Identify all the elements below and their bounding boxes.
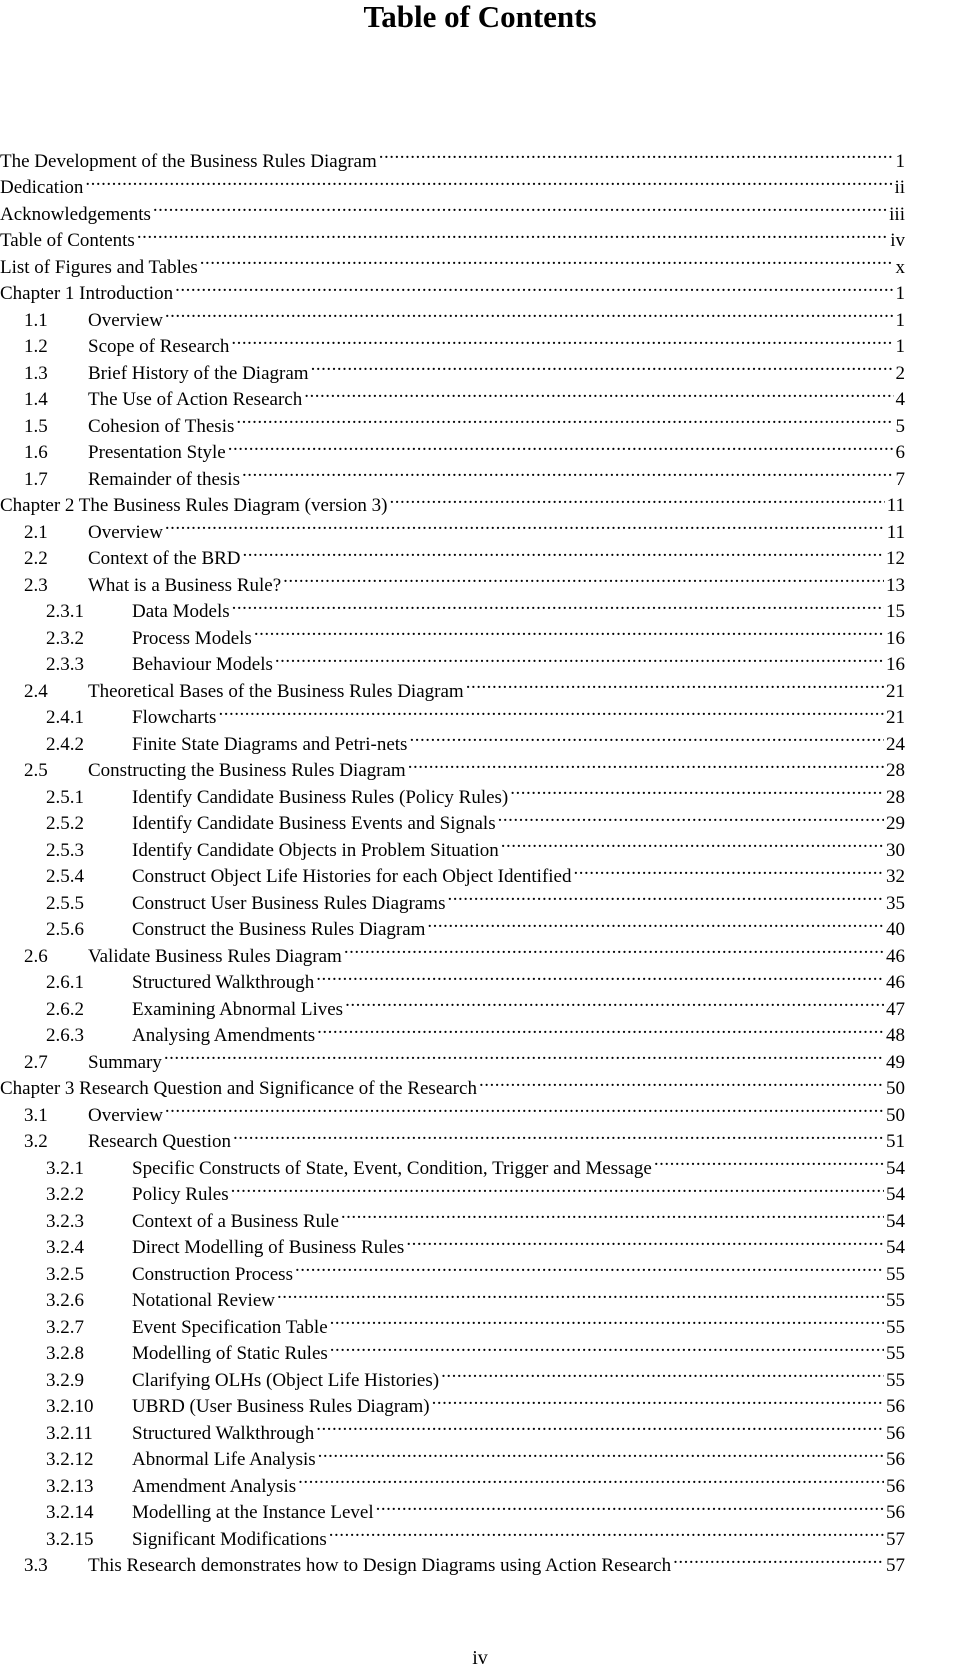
toc-entry[interactable] — [0, 273, 905, 304]
toc-entry-page: 11 — [886, 495, 905, 516]
toc-entry-page: 30 — [886, 839, 905, 861]
toc-entry[interactable] — [0, 776, 905, 808]
toc-entry-label: Abnormal Life Analysis — [132, 1449, 316, 1470]
toc-entry-label: UBRD (User Business Rules Diagram) — [132, 1396, 430, 1417]
toc-entry[interactable] — [0, 803, 905, 834]
toc-entry-number: 3.2.3 — [46, 1210, 84, 1232]
toc-entry-number: 3.2.7 — [46, 1316, 84, 1338]
toc-entry-number: 2.5.3 — [46, 839, 84, 861]
toc-entry-label: Presentation Style — [88, 442, 226, 463]
toc-entry[interactable] — [0, 1518, 905, 1550]
toc-entry-page: 55 — [886, 1290, 905, 1311]
dot-leader — [232, 591, 884, 618]
toc-entry-label: Identify Candidate Objects in Problem Situation — [132, 839, 499, 861]
dot-leader — [85, 167, 892, 194]
toc-entry-label: Specific Constructs of State, Event, Condition, Trigger and Message — [132, 1157, 652, 1179]
dot-leader — [311, 352, 894, 379]
toc-entry[interactable] — [0, 405, 905, 437]
toc-entry-page: 56 — [886, 1396, 905, 1417]
toc-entry-page: 35 — [886, 892, 905, 914]
dot-leader — [390, 485, 885, 512]
toc-entry-page: 1 — [895, 150, 905, 172]
toc-entry[interactable] — [0, 379, 905, 410]
toc-entry-page: 11 — [886, 521, 905, 543]
toc-entry-label: Theoretical Bases of the Business Rules Diagram — [88, 680, 464, 702]
toc-entry[interactable] — [0, 1174, 905, 1205]
toc-entry[interactable] — [0, 485, 905, 516]
toc-entry-label: Overview — [88, 1104, 163, 1126]
toc-entry-number: 2.3.2 — [46, 627, 84, 649]
toc-entry-page: 1 — [895, 336, 905, 357]
toc-entry-page: iv — [890, 230, 905, 251]
toc-entry-label: Finite State Diagrams and Petri-nets — [132, 733, 408, 755]
toc-entry-number: 1.1 — [24, 309, 48, 331]
dot-leader — [175, 273, 893, 300]
toc-entry-page: iii — [889, 203, 905, 225]
toc-entry-number: 2.6.1 — [46, 972, 84, 993]
dot-leader — [379, 140, 894, 167]
toc-entry-number: 3.2.12 — [46, 1449, 94, 1470]
toc-entry[interactable] — [0, 988, 905, 1020]
toc-entry[interactable] — [0, 962, 905, 993]
dot-leader — [298, 1465, 884, 1492]
dot-leader — [654, 1147, 884, 1174]
dot-leader — [317, 1015, 884, 1042]
toc-entry-number: 3.3 — [24, 1555, 48, 1576]
dot-leader — [330, 1306, 884, 1333]
dot-leader — [341, 1200, 884, 1227]
toc-entry-label: Brief History of the Diagram — [88, 362, 309, 384]
dot-leader — [231, 326, 893, 353]
dot-leader — [254, 617, 884, 644]
dot-leader — [304, 379, 893, 406]
toc-entry[interactable] — [0, 1412, 905, 1444]
toc-list — [0, 140, 960, 1576]
dot-leader — [406, 1227, 884, 1254]
toc-entry-label: Context of a Business Rule — [132, 1210, 339, 1232]
toc-entry-label: Chapter 1 Introduction — [0, 283, 174, 304]
dot-leader — [498, 803, 884, 830]
dot-leader — [409, 723, 884, 750]
toc-entry-label: Research Question — [88, 1131, 231, 1152]
toc-entry-number: 2.3 — [24, 574, 48, 596]
toc-entry-page: 1 — [895, 309, 905, 331]
toc-entry-page: 29 — [886, 813, 905, 834]
dot-leader — [165, 299, 894, 326]
toc-entry-page: 47 — [886, 998, 905, 1020]
toc-entry-label: Modelling of Static Rules — [132, 1343, 328, 1364]
dot-leader — [316, 1412, 884, 1439]
toc-entry[interactable] — [0, 697, 905, 728]
toc-entry-number: 1.4 — [24, 389, 48, 410]
toc-entry-page: 46 — [886, 972, 905, 993]
toc-entry[interactable] — [0, 1359, 905, 1391]
dot-leader — [432, 1386, 884, 1413]
toc-entry-label: Identify Candidate Business Rules (Policy Rules) — [132, 786, 509, 808]
toc-entry[interactable] — [0, 326, 905, 357]
toc-entry-page: 4 — [895, 389, 905, 410]
toc-entry-page: 54 — [886, 1237, 905, 1258]
toc-entry-label: Dedication — [0, 177, 84, 198]
toc-entry-page: 56 — [886, 1422, 905, 1444]
toc-entry[interactable] — [0, 1492, 905, 1523]
toc-entry-number: 1.7 — [24, 468, 48, 490]
dot-leader — [233, 1121, 884, 1148]
toc-entry-label: The Development of the Business Rules Diagram — [0, 150, 377, 172]
toc-entry-label: Analysing Amendments — [132, 1025, 316, 1046]
dot-leader — [153, 193, 887, 220]
toc-entry-page: 56 — [886, 1502, 905, 1523]
toc-entry[interactable] — [0, 1041, 905, 1073]
toc-entry-number: 1.3 — [24, 362, 48, 384]
toc-entry-label: Data Models — [132, 601, 230, 622]
dot-leader — [218, 697, 884, 724]
toc-entry-label: Notational Review — [132, 1290, 275, 1311]
toc-entry-page: 7 — [895, 468, 905, 490]
toc-entry[interactable] — [0, 1439, 905, 1470]
toc-entry-label: Examining Abnormal Lives — [132, 998, 344, 1020]
toc-entry-number: 2.6.2 — [46, 998, 84, 1020]
toc-entry-number: 2.6.3 — [46, 1025, 84, 1046]
toc-entry-page: 57 — [886, 1555, 905, 1576]
toc-entry-label: The Use of Action Research — [88, 389, 303, 410]
dot-leader — [574, 856, 885, 883]
toc-entry-page: 51 — [886, 1131, 905, 1152]
toc-entry-number: 3.2.4 — [46, 1237, 84, 1258]
toc-entry-page: 56 — [886, 1475, 905, 1497]
toc-entry-label: Validate Business Rules Diagram — [88, 945, 342, 967]
toc-entry-number: 3.2 — [24, 1131, 48, 1152]
dot-leader — [283, 564, 884, 591]
dot-leader — [275, 644, 884, 671]
page-number: iv — [472, 1647, 488, 1669]
dot-leader — [295, 1253, 884, 1280]
toc-entry[interactable] — [0, 1545, 905, 1576]
toc-entry-label: Table of Contents — [0, 230, 135, 251]
toc-entry-page: 50 — [886, 1078, 905, 1099]
toc-entry-page: 54 — [886, 1184, 905, 1205]
dot-leader — [345, 988, 884, 1015]
toc-entry-label: Process Models — [132, 627, 252, 649]
toc-entry[interactable] — [0, 246, 905, 278]
toc-entry-page: 1 — [895, 283, 905, 304]
toc-entry-number: 3.2.9 — [46, 1369, 84, 1391]
dot-leader — [376, 1492, 884, 1519]
toc-entry[interactable] — [0, 856, 905, 887]
toc-entry-label: Flowcharts — [132, 707, 217, 728]
toc-entry-number: 2.1 — [24, 521, 48, 543]
toc-entry[interactable] — [0, 829, 905, 861]
dot-leader — [479, 1068, 884, 1095]
toc-entry-number: 3.1 — [24, 1104, 48, 1126]
toc-entry-number: 3.2.6 — [46, 1290, 84, 1311]
toc-entry-label: Overview — [88, 521, 163, 543]
toc-entry-label: Overview — [88, 309, 163, 331]
toc-entry-number: 2.5 — [24, 760, 48, 781]
toc-entry-page: 24 — [886, 733, 905, 755]
toc-entry-number: 3.2.5 — [46, 1263, 84, 1285]
dot-leader — [277, 1280, 884, 1307]
toc-entry-number: 2.6 — [24, 945, 48, 967]
dot-leader — [164, 1041, 884, 1068]
toc-entry-label: Structured Walkthrough — [132, 1422, 315, 1444]
toc-entry-number: 2.5.5 — [46, 892, 84, 914]
toc-entry-label: Construct Object Life Histories for each Object Identified — [132, 866, 572, 887]
toc-entry[interactable] — [0, 458, 905, 490]
toc-entry[interactable] — [0, 670, 905, 702]
toc-entry[interactable] — [0, 352, 905, 384]
toc-entry[interactable] — [0, 1094, 905, 1126]
dot-leader — [344, 935, 884, 962]
toc-entry[interactable] — [0, 1121, 905, 1152]
toc-entry[interactable] — [0, 644, 905, 675]
toc-entry-label: Remainder of thesis — [88, 468, 240, 490]
toc-entry[interactable] — [0, 1306, 905, 1338]
toc-entry-label: Acknowledgements — [0, 203, 151, 225]
toc-entry[interactable] — [0, 299, 905, 331]
toc-entry-page: 13 — [886, 574, 905, 596]
toc-entry[interactable] — [0, 909, 905, 940]
dot-leader — [466, 670, 884, 697]
page-title: Table of Contents — [363, 0, 597, 34]
toc-entry[interactable] — [0, 1227, 905, 1258]
toc-entry-page: 5 — [895, 415, 905, 437]
toc-entry-page: 54 — [886, 1157, 905, 1179]
toc-entry-number: 1.6 — [24, 442, 48, 463]
dot-leader — [330, 1333, 884, 1360]
dot-leader — [228, 432, 894, 459]
toc-entry-page: 54 — [886, 1210, 905, 1232]
toc-entry[interactable] — [0, 882, 905, 914]
dot-leader — [318, 1439, 884, 1466]
toc-entry-page: 55 — [886, 1316, 905, 1338]
toc-entry-label: Chapter 2 The Business Rules Diagram (version 3) — [0, 495, 388, 516]
toc-entry[interactable] — [0, 538, 905, 569]
toc-entry[interactable] — [0, 723, 905, 755]
toc-entry-number: 2.4.1 — [46, 707, 84, 728]
toc-entry-label: Construct the Business Rules Diagram — [132, 919, 426, 940]
toc-entry-number: 3.2.14 — [46, 1502, 94, 1523]
toc-entry-number: 2.7 — [24, 1051, 48, 1073]
toc-entry-label: Scope of Research — [88, 336, 230, 357]
dot-leader — [673, 1545, 884, 1572]
toc-entry-label: Context of the BRD — [88, 548, 241, 569]
toc-entry-label: Amendment Analysis — [132, 1475, 297, 1497]
toc-entry-page: 6 — [895, 442, 905, 463]
dot-leader — [408, 750, 884, 777]
toc-entry-number: 2.5.2 — [46, 813, 84, 834]
toc-entry[interactable] — [0, 617, 905, 649]
toc-entry-label: Significant Modifications — [132, 1528, 327, 1550]
toc-entry[interactable] — [0, 1280, 905, 1311]
toc-entry-number: 2.5.1 — [46, 786, 84, 808]
toc-entry-page: 21 — [886, 707, 905, 728]
dot-leader — [427, 909, 884, 936]
toc-entry-page: 57 — [886, 1528, 905, 1550]
dot-leader — [231, 1174, 884, 1201]
toc-entry-number: 3.2.2 — [46, 1184, 84, 1205]
dot-leader — [329, 1518, 884, 1545]
toc-entry[interactable] — [0, 1015, 905, 1046]
toc-entry-label: Construct User Business Rules Diagrams — [132, 892, 446, 914]
toc-entry[interactable] — [0, 591, 905, 622]
toc-entry-number: 2.5.4 — [46, 866, 84, 887]
toc-entry[interactable] — [0, 432, 905, 463]
dot-leader — [510, 776, 884, 803]
toc-entry-page: 15 — [886, 601, 905, 622]
toc-entry-label: Policy Rules — [132, 1184, 229, 1205]
toc-entry-number: 2.3.1 — [46, 601, 84, 622]
toc-entry-label: Clarifying OLHs (Object Life Histories) — [132, 1369, 440, 1391]
toc-entry[interactable] — [0, 935, 905, 967]
toc-entry[interactable] — [0, 750, 905, 781]
toc-entry[interactable] — [0, 1200, 905, 1232]
dot-leader — [200, 246, 894, 273]
toc-entry-label: Modelling at the Instance Level — [132, 1502, 374, 1523]
toc-entry-page: 32 — [886, 866, 905, 887]
toc-entry-number: 2.3.3 — [46, 654, 84, 675]
toc-entry[interactable] — [0, 1068, 905, 1099]
toc-entry[interactable] — [0, 1465, 905, 1497]
toc-entry-label: Event Specification Table — [132, 1316, 328, 1338]
toc-entry-page: 16 — [886, 654, 905, 675]
toc-entry[interactable] — [0, 1333, 905, 1364]
toc-entry-page: 50 — [886, 1104, 905, 1126]
toc-entry-page: 49 — [886, 1051, 905, 1073]
toc-entry-label: Constructing the Business Rules Diagram — [88, 760, 406, 781]
toc-entry[interactable] — [0, 511, 905, 543]
toc-entry-page: ii — [894, 177, 905, 198]
toc-entry-number: 1.2 — [24, 336, 48, 357]
toc-entry-page: x — [895, 256, 905, 278]
dot-leader — [236, 405, 893, 432]
toc-entry-label: Chapter 3 Research Question and Significance of the Research — [0, 1078, 477, 1099]
dot-leader — [243, 538, 884, 565]
toc-entry-label: Cohesion of Thesis — [88, 415, 235, 437]
toc-entry[interactable] — [0, 193, 905, 225]
dot-leader — [501, 829, 884, 856]
toc-entry-label: What is a Business Rule? — [88, 574, 282, 596]
toc-entry-page: 55 — [886, 1263, 905, 1285]
toc-entry-label: Direct Modelling of Business Rules — [132, 1237, 405, 1258]
toc-entry-label: List of Figures and Tables — [0, 256, 198, 278]
toc-entry-page: 55 — [886, 1343, 905, 1364]
toc-entry-page: 40 — [886, 919, 905, 940]
dot-leader — [316, 962, 884, 989]
toc-entry-number: 3.2.10 — [46, 1396, 94, 1417]
dot-leader — [441, 1359, 884, 1386]
toc-entry[interactable] — [0, 167, 905, 198]
toc-entry-page: 12 — [886, 548, 905, 569]
toc-entry-label: Identify Candidate Business Events and Signals — [132, 813, 496, 834]
toc-entry-page: 55 — [886, 1369, 905, 1391]
toc-entry-page: 46 — [886, 945, 905, 967]
toc-entry[interactable] — [0, 1386, 905, 1417]
toc-entry-number: 1.5 — [24, 415, 48, 437]
toc-entry-page: 48 — [886, 1025, 905, 1046]
toc-entry[interactable] — [0, 1253, 905, 1285]
toc-entry-label: This Research demonstrates how to Design Diagrams using Action Research — [88, 1555, 672, 1576]
toc-entry-page: 28 — [886, 786, 905, 808]
toc-entry-page: 16 — [886, 627, 905, 649]
toc-entry-label: Behaviour Models — [132, 654, 273, 675]
toc-entry-label: Summary — [88, 1051, 162, 1073]
toc-entry-number: 3.2.13 — [46, 1475, 94, 1497]
toc-entry-page: 21 — [886, 680, 905, 702]
toc-entry-label: Structured Walkthrough — [132, 972, 315, 993]
toc-entry-page: 28 — [886, 760, 905, 781]
toc-entry[interactable] — [0, 1147, 905, 1179]
toc-entry-number: 2.2 — [24, 548, 48, 569]
toc-entry-number: 3.2.15 — [46, 1528, 94, 1550]
toc-entry-number: 3.2.1 — [46, 1157, 84, 1179]
toc-entry-page: 56 — [886, 1449, 905, 1470]
toc-entry[interactable] — [0, 220, 905, 251]
toc-entry-page: 2 — [895, 362, 905, 384]
dot-leader — [242, 458, 894, 485]
toc-entry-number: 2.4.2 — [46, 733, 84, 755]
toc-entry-number: 2.5.6 — [46, 919, 84, 940]
toc-entry-number: 3.2.8 — [46, 1343, 84, 1364]
toc-entry-number: 2.4 — [24, 680, 48, 702]
dot-leader — [137, 220, 888, 247]
toc-entry-label: Construction Process — [132, 1263, 293, 1285]
dot-leader — [447, 882, 884, 909]
toc-entry[interactable] — [0, 140, 905, 172]
dot-leader — [165, 511, 885, 538]
dot-leader — [165, 1094, 884, 1121]
toc-entry-number: 3.2.11 — [46, 1422, 93, 1444]
toc-entry[interactable] — [0, 564, 905, 596]
